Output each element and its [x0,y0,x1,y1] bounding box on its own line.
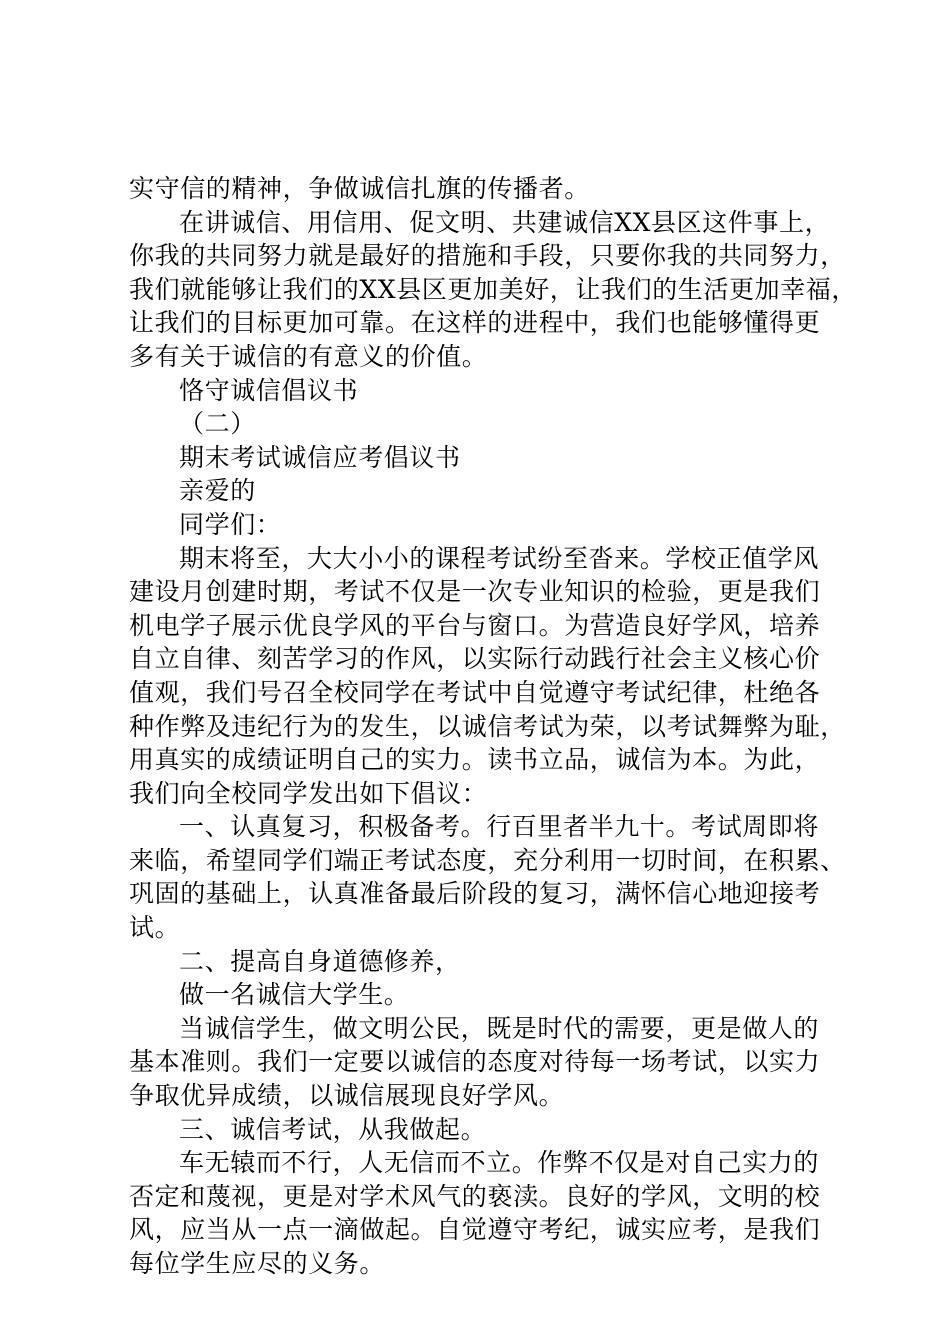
text-line: 自立自律、刻苦学习的作风，以实际行动践行社会主义核心价 [129,644,821,674]
text-line: 试。 [129,913,181,943]
text-line: 在讲诚信、用信用、促文明、共建诚信XX县区这件事上， [179,207,831,237]
text-line: 用真实的成绩证明自己的实力。读书立品，诚信为本。为此， [129,745,821,775]
text-line: 争取优异成绩，以诚信展现良好学风。 [129,1081,565,1111]
heading-line: （二） [179,409,256,439]
text-line: 你我的共同努力就是最好的措施和手段，只要你我的共同努力， [129,241,846,271]
text-line: 多有关于诚信的有意义的价值。 [129,341,488,371]
text-line: 让我们的目标更加可靠。在这样的进程中，我们也能够懂得更 [129,308,821,338]
text-line: 我们就能够让我们的XX县区更加美好，让我们的生活更加幸福， [129,274,857,304]
text-line: 巩固的基础上，认真准备最后阶段的复习，满怀信心地迎接考 [129,879,821,909]
heading-line: 期末考试诚信应考倡议书 [179,442,461,472]
document-body [129,172,857,1281]
text-line: 来临，希望同学们端正考试态度，充分利用一切时间，在积累、 [129,845,846,875]
text-line: 基本准则。我们一定要以诚信的态度对待每一场考试，以实力 [129,1047,821,1077]
heading-line: 恪守诚信倡议书 [179,375,359,405]
text-line: 每位学生应尽的义务。 [129,1249,386,1278]
salutation-line: 亲爱的 [179,476,256,506]
text-line: 一、认真复习，积极备考。行百里者半九十。考试周即将 [179,812,820,842]
text-line: 机电学子展示优良学风的平台与窗口。为营造良好学风，培养 [129,610,821,640]
text-line: 二、提高自身道德修养， [179,946,461,976]
text-line: 种作弊及违纪行为的发生，以诚信考试为荣，以考试舞弊为耻， [129,711,846,741]
text-line: 值观，我们号召全校同学在考试中自觉遵守考试纪律，杜绝各 [129,677,821,707]
text-line: 期末将至，大大小小的课程考试纷至沓来。学校正值学风 [179,543,820,573]
text-line: 建设月创建时期，考试不仅是一次专业知识的检验，更是我们 [129,577,821,607]
text-line: 我们向全校同学发出如下倡议： [129,778,488,808]
text-line: 否定和蔑视，更是对学术风气的亵渎。良好的学风，文明的校 [129,1181,821,1211]
text-line: 做一名诚信大学生。 [179,980,410,1010]
text-line: 三、诚信考试，从我做起。 [179,1114,487,1144]
text-line: 实守信的精神，争做诚信扎旗的传播者。 [129,174,590,203]
salutation-line: 同学们： [179,509,282,539]
text-line: 当诚信学生，做文明公民，既是时代的需要，更是做人的 [179,1013,820,1043]
text-line: 车无辕而不行，人无信而不立。作弊不仅是对自己实力的 [179,1148,820,1178]
text-line: 风，应当从一点一滴做起。自觉遵守考纪，诚实应考，是我们 [129,1215,821,1245]
